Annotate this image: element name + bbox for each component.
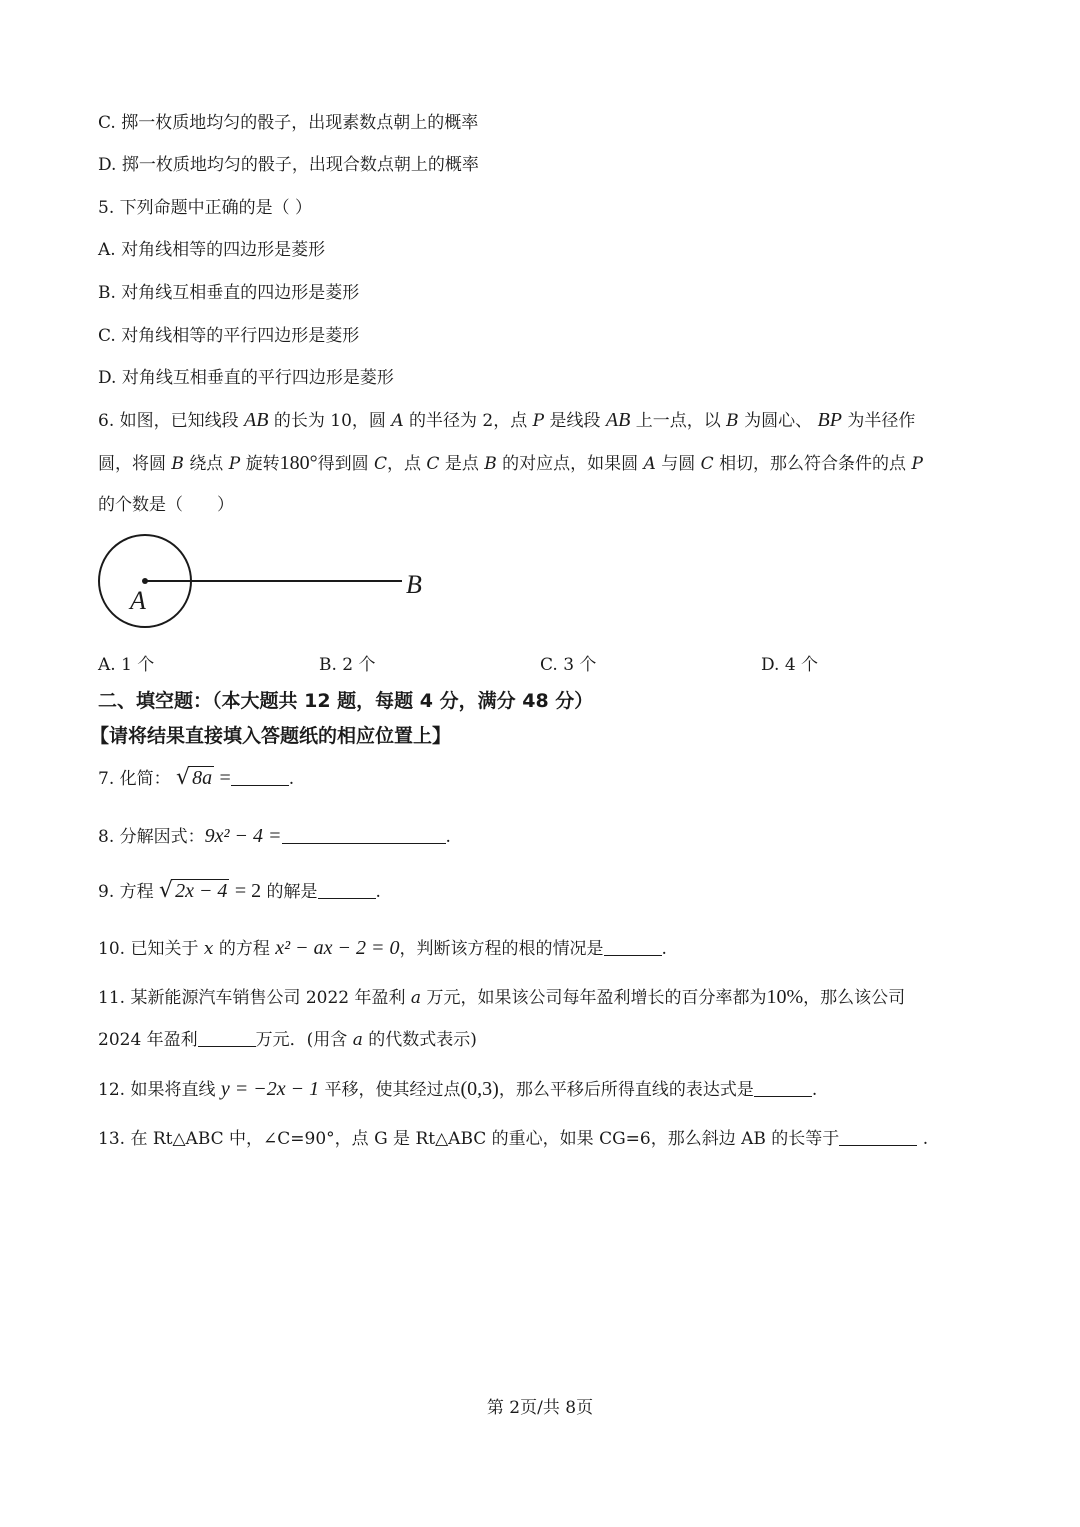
sqrt-8a: √ 8a xyxy=(176,765,213,790)
q12: 12. 如果将直线 y = −2x − 1 平移，使其经过点(0,3)，那么平移后所得直线的表达式是 . xyxy=(98,1078,818,1100)
label-b: B xyxy=(406,570,422,599)
q5-option-b: B. 对角线互相垂直的四边形是菱形 xyxy=(98,283,360,303)
q11-line1: 11. 某新能源汽车销售公司 2022 年盈利 a 万元，如果该公司每年盈利增长的百分率都为10%，那么该公司 xyxy=(98,986,906,1008)
q5-option-d: D. 对角线互相垂直的平行四边形是菱形 xyxy=(98,368,394,388)
sqrt-2x-4: √ 2x − 4 xyxy=(159,878,228,903)
q6-stem-line3: 的个数是（ ） xyxy=(98,495,234,515)
label-a: A xyxy=(130,586,146,615)
q6-option-b: B. 2 个 xyxy=(319,655,376,675)
q6-option-c: C. 3 个 xyxy=(540,655,597,675)
q6-stem-line2: 圆，将圆 B 绕点 P 旋转180°得到圆 C，点 C 是点 B 的对应点，如果圆 A 与圆 C 相切，那么符合条件的点 P xyxy=(98,452,923,474)
point-a xyxy=(142,578,148,584)
q11-line2: 2024 年盈利 万元．(用含 a 的代数式表示) xyxy=(98,1030,477,1050)
section-note: 【请将结果直接填入答题纸的相应位置上】 xyxy=(90,725,452,747)
q13: 13. 在 Rt△ABC 中，∠C=90°，点 G 是 Rt△ABC 的重心，如果 CG=6，那么斜边 AB 的长等于 . xyxy=(98,1129,929,1149)
q6-option-d: D. 4 个 xyxy=(761,655,819,675)
q9-answer-blank xyxy=(318,880,376,899)
q4-option-c: C. 掷一枚质地均匀的骰子，出现素数点朝上的概率 xyxy=(98,113,479,133)
q5-option-a: A. 对角线相等的四边形是菱形 xyxy=(98,240,326,260)
q7: 7. 化简： √ 8a = . xyxy=(98,765,295,790)
q5-stem: 5. 下列命题中正确的是（ ） xyxy=(98,198,313,218)
q5-option-c: C. 对角线相等的平行四边形是菱形 xyxy=(98,326,360,346)
section-title: 二、填空题：（本大题共 12 题，每题 4 分，满分 48 分） xyxy=(98,690,594,712)
q10-answer-blank xyxy=(604,937,662,956)
q6-option-a: A. 1 个 xyxy=(98,655,155,675)
q13-answer-blank xyxy=(839,1127,917,1146)
q7-answer-blank xyxy=(231,767,289,786)
q11-answer-blank xyxy=(198,1028,256,1047)
page-footer: 第 2页/共 8页 xyxy=(486,1398,594,1418)
q6-stem-line1: 6. 如图，已知线段 AB 的长为 10，圆 A 的半径为 2，点 P 是线段 AB 上一点，以 B 为圆心、 BP 为半径作 xyxy=(98,409,916,431)
q8-answer-blank xyxy=(282,825,446,844)
q10: 10. 已知关于 x 的方程 x² − ax − 2 = 0，判断该方程的根的情况是 . xyxy=(98,937,667,959)
q6-figure xyxy=(90,530,440,640)
q12-answer-blank xyxy=(754,1078,812,1097)
q8: 8. 分解因式：9x² − 4 = . xyxy=(98,825,451,847)
q4-option-d: D. 掷一枚质地均匀的骰子，出现合数点朝上的概率 xyxy=(98,155,479,175)
q9: 9. 方程 √ 2x − 4 = 2 的解是 . xyxy=(98,878,381,903)
